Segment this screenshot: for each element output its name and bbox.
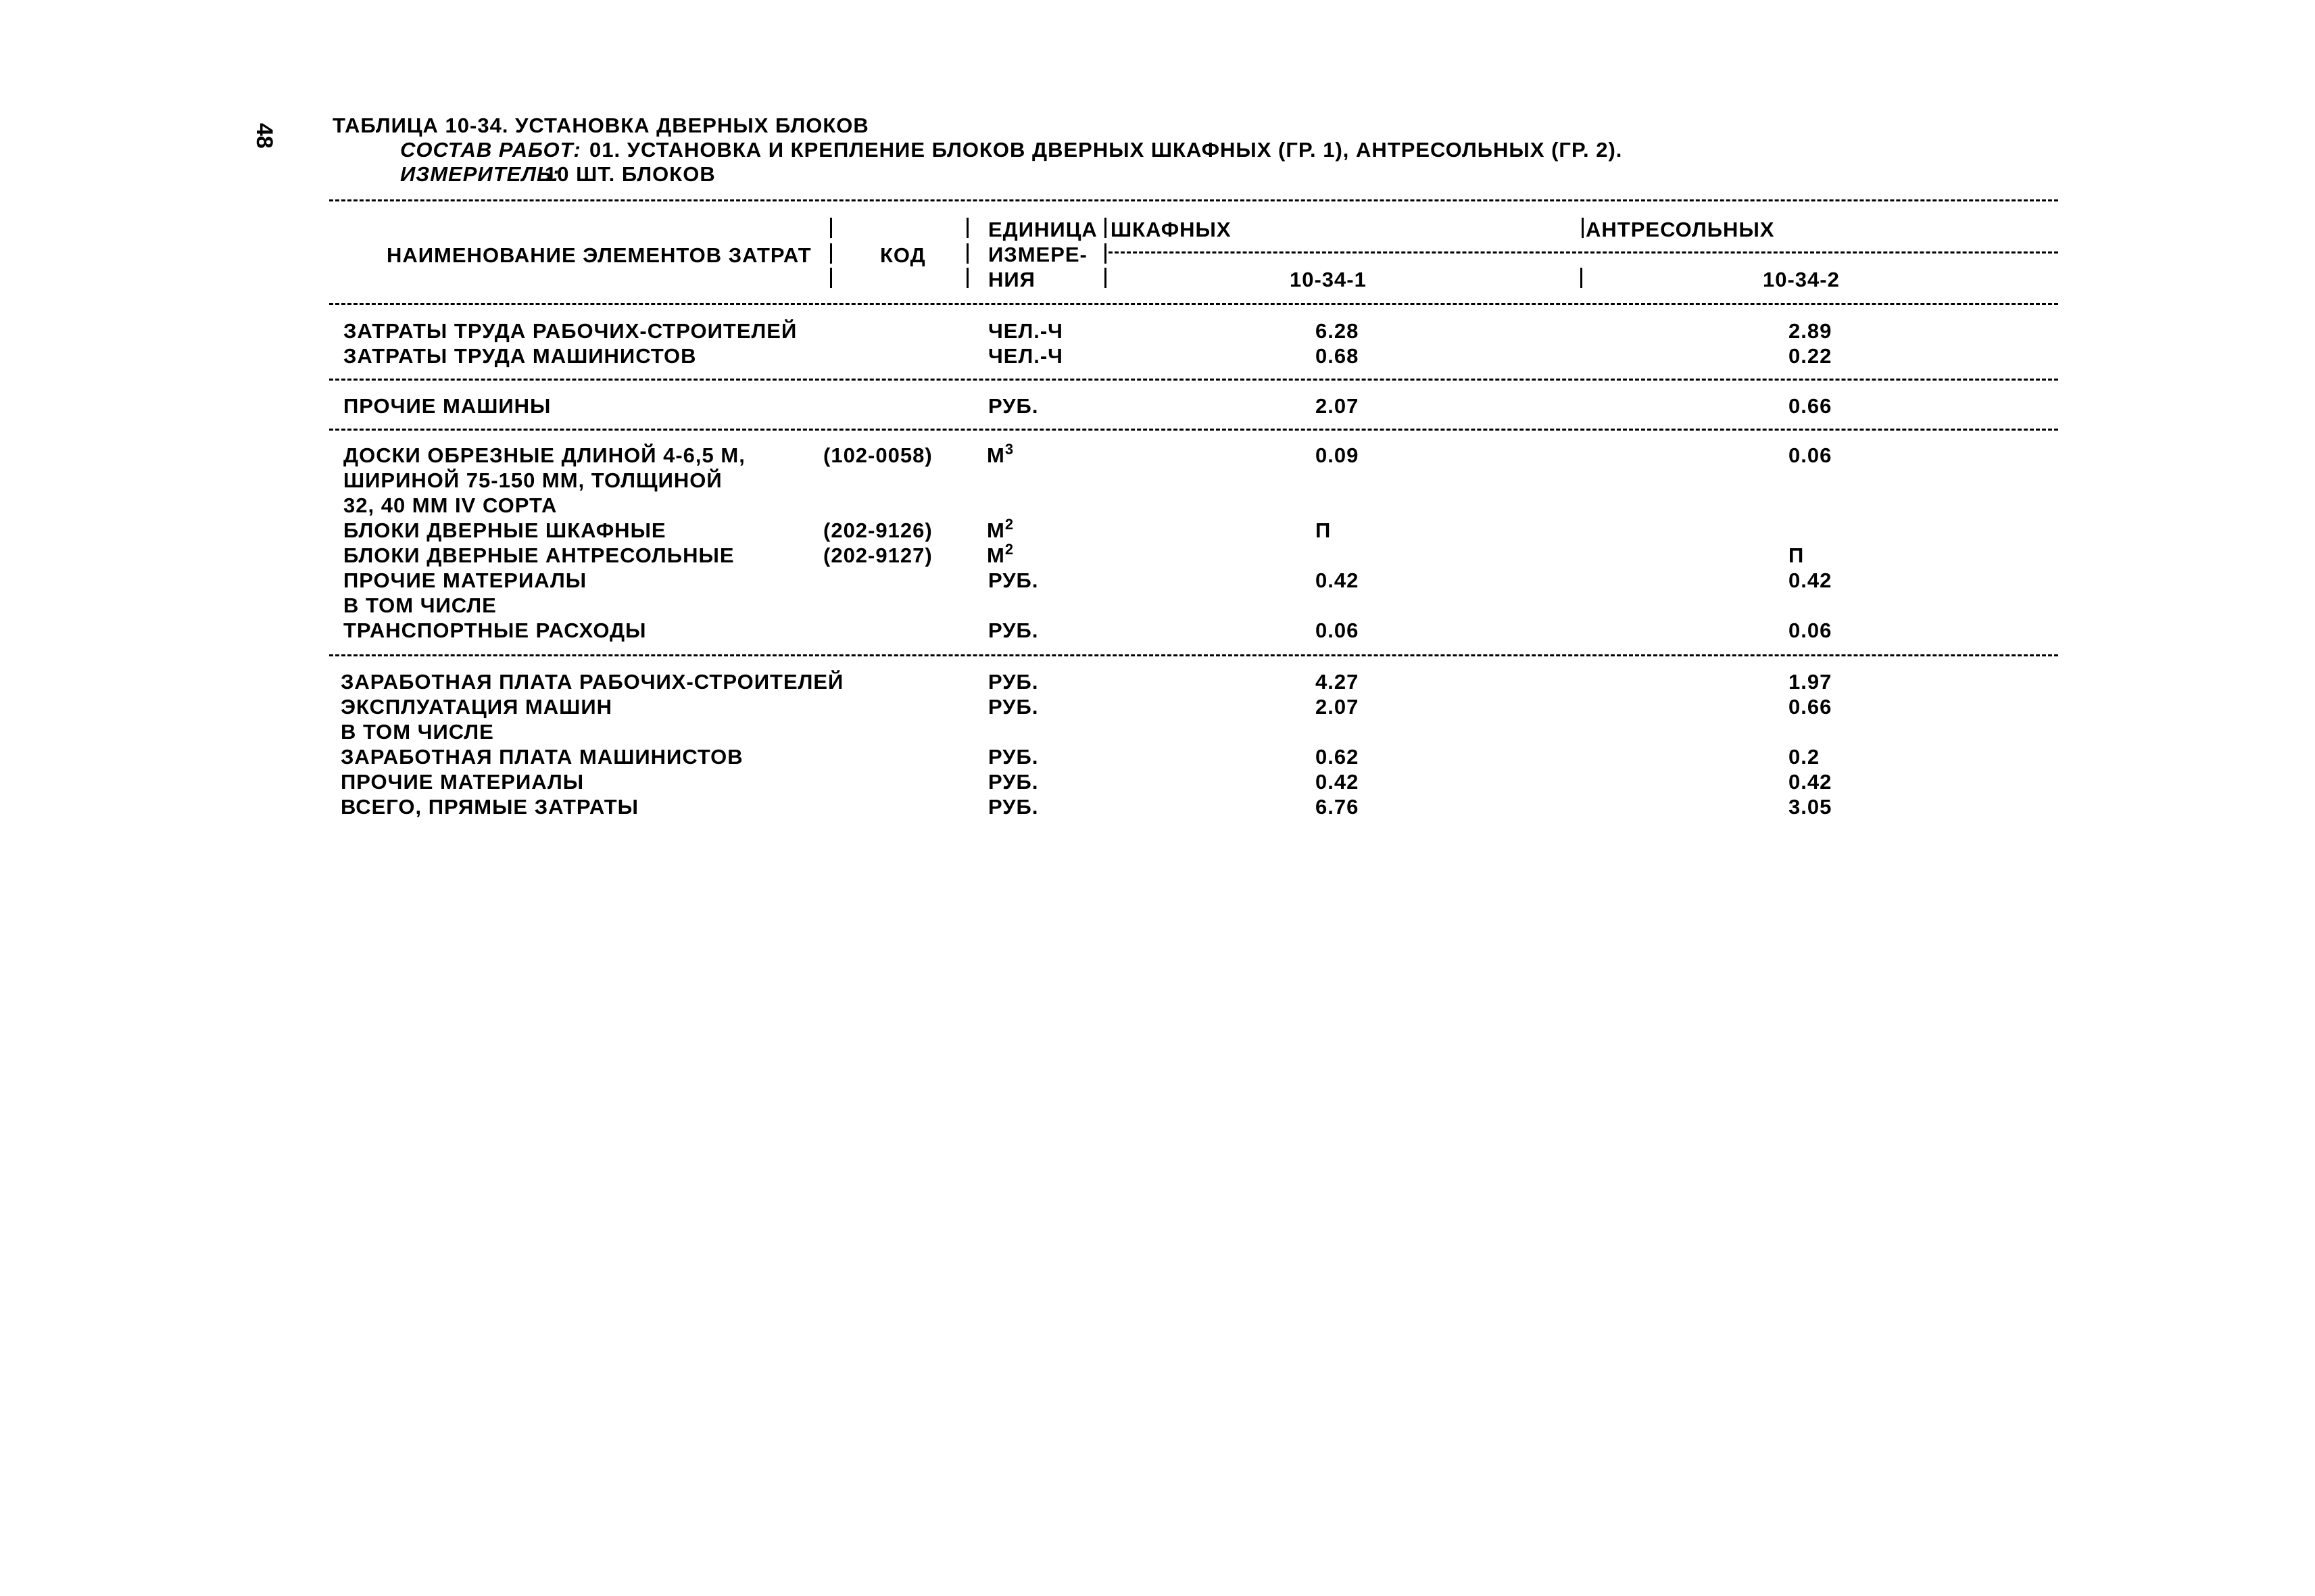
- value-10-34-2: 0.22: [1788, 344, 1832, 368]
- header-code-10-34-1: 10-34-1: [1290, 268, 1367, 291]
- table-top-rule: [329, 199, 2058, 201]
- column-divider: [830, 243, 832, 264]
- header-code: КОД: [880, 243, 926, 267]
- row-unit: РУБ.: [988, 394, 1039, 418]
- value-10-34-1: 2.07: [1315, 695, 1359, 719]
- header-code-10-34-2: 10-34-2: [1763, 268, 1840, 291]
- value-10-34-2: П: [1788, 543, 1805, 567]
- row-unit: РУБ.: [988, 770, 1039, 794]
- row-code: (102-0058): [823, 443, 933, 467]
- row-name: В ТОМ ЧИСЛЕ: [343, 594, 497, 617]
- value-10-34-1: 0.62: [1315, 745, 1359, 769]
- row-name: ЗАТРАТЫ ТРУДА РАБОЧИХ-СТРОИТЕЛЕЙ: [343, 319, 798, 343]
- column-divider: [1104, 243, 1106, 264]
- row-unit: ЧЕЛ.-Ч: [988, 319, 1063, 343]
- row-name: ТРАНСПОРТНЫЕ РАСХОДЫ: [343, 619, 647, 642]
- row-name: 32, 40 ММ IV СОРТА: [343, 493, 558, 517]
- row-name: ЗАРАБОТНАЯ ПЛАТА РАБОЧИХ-СТРОИТЕЛЕЙ: [341, 670, 844, 694]
- value-10-34-1: 2.07: [1315, 394, 1359, 418]
- column-divider: [830, 218, 832, 238]
- value-10-34-2: 3.05: [1788, 795, 1832, 819]
- row-unit: РУБ.: [988, 670, 1039, 694]
- row-name: ШИРИНОЙ 75-150 ММ, ТОЛЩИНОЙ: [343, 468, 723, 492]
- value-10-34-2: 0.66: [1788, 394, 1832, 418]
- row-name: ЗАРАБОТНАЯ ПЛАТА МАШИНИСТОВ: [341, 745, 744, 769]
- header-unit-line3: НИЯ: [988, 268, 1035, 291]
- column-divider: [967, 268, 969, 288]
- column-divider: [967, 218, 969, 238]
- row-unit: РУБ.: [988, 619, 1039, 642]
- header-group-antresolnykh: АНТРЕСОЛЬНЫХ: [1586, 218, 1775, 241]
- row-name: ЭКСПЛУАТАЦИЯ МАШИН: [341, 695, 613, 719]
- row-name: БЛОКИ ДВЕРНЫЕ АНТРЕСОЛЬНЫЕ: [343, 543, 735, 567]
- work-composition-label: СОСТАВ РАБОТ:: [400, 138, 581, 162]
- header-name: НАИМЕНОВАНИЕ ЭЛЕМЕНТОВ ЗАТРАТ: [387, 243, 812, 267]
- row-name: ДОСКИ ОБРЕЗНЫЕ ДЛИНОЙ 4-6,5 М,: [343, 443, 746, 467]
- row-unit: РУБ.: [988, 569, 1039, 592]
- section-rule: [329, 429, 2058, 431]
- row-name: ПРОЧИЕ МАШИНЫ: [343, 394, 552, 418]
- row-unit: $М^2$: [987, 541, 1015, 567]
- measure-unit-text: 10 ШТ. БЛОКОВ: [545, 162, 716, 186]
- column-divider: [967, 243, 969, 264]
- row-name: ЗАТРАТЫ ТРУДА МАШИНИСТОВ: [343, 344, 697, 368]
- value-10-34-2: 0.06: [1788, 619, 1832, 642]
- work-composition-text: 01. УСТАНОВКА И КРЕПЛЕНИЕ БЛОКОВ ДВЕРНЫХ ШКАФНЫХ (ГР. 1), АНТРЕСОЛЬНЫХ (ГР. 2).: [589, 138, 1623, 162]
- row-name: В ТОМ ЧИСЛЕ: [341, 720, 494, 744]
- value-10-34-1: 0.68: [1315, 344, 1359, 368]
- section-rule: [329, 379, 2058, 381]
- section-rule: [329, 654, 2058, 656]
- column-divider: [830, 268, 832, 288]
- row-unit: РУБ.: [988, 795, 1039, 819]
- value-10-34-1: 0.06: [1315, 619, 1359, 642]
- value-10-34-1: 6.28: [1315, 319, 1359, 343]
- value-10-34-1: 4.27: [1315, 670, 1359, 694]
- value-10-34-2: 0.42: [1788, 569, 1832, 592]
- value-10-34-1: 6.76: [1315, 795, 1359, 819]
- value-10-34-2: 2.89: [1788, 319, 1832, 343]
- row-unit: РУБ.: [988, 745, 1039, 769]
- row-code: (202-9126): [823, 518, 933, 542]
- value-10-34-2: 0.66: [1788, 695, 1832, 719]
- value-10-34-2: 0.42: [1788, 770, 1832, 794]
- header-bottom-rule: [329, 303, 2058, 305]
- column-divider: [1104, 268, 1106, 288]
- row-unit: $М^2$: [987, 516, 1015, 542]
- value-10-34-1: 0.42: [1315, 770, 1359, 794]
- measure-unit-label: ИЗМЕРИТЕЛЬ:: [400, 162, 560, 186]
- value-10-34-2: 1.97: [1788, 670, 1832, 694]
- column-divider: [1582, 218, 1584, 238]
- header-group-shkafnykh: ШКАФНЫХ: [1111, 218, 1232, 241]
- row-name: ВСЕГО, ПРЯМЫЕ ЗАТРАТЫ: [341, 795, 639, 819]
- row-unit: ЧЕЛ.-Ч: [988, 344, 1063, 368]
- value-10-34-1: П: [1315, 518, 1332, 542]
- header-unit-line1: ЕДИНИЦА: [988, 218, 1098, 241]
- page-number: 48: [251, 123, 277, 149]
- column-divider: [1580, 268, 1582, 288]
- value-10-34-2: 0.06: [1788, 443, 1832, 467]
- row-name: ПРОЧИЕ МАТЕРИАЛЫ: [341, 770, 585, 794]
- table-title: ТАБЛИЦА 10-34. УСТАНОВКА ДВЕРНЫХ БЛОКОВ: [333, 114, 869, 137]
- row-name: БЛОКИ ДВЕРНЫЕ ШКАФНЫЕ: [343, 518, 666, 542]
- column-divider: [1104, 218, 1106, 238]
- value-10-34-2: 0.2: [1788, 745, 1820, 769]
- row-code: (202-9127): [823, 543, 933, 567]
- row-unit: РУБ.: [988, 695, 1039, 719]
- row-unit: $М^3$: [987, 441, 1015, 467]
- group-header-rule: [1108, 251, 2058, 253]
- header-unit-line2: ИЗМЕРЕ-: [988, 243, 1088, 266]
- value-10-34-1: 0.09: [1315, 443, 1359, 467]
- row-name: ПРОЧИЕ МАТЕРИАЛЫ: [343, 569, 587, 592]
- value-10-34-1: 0.42: [1315, 569, 1359, 592]
